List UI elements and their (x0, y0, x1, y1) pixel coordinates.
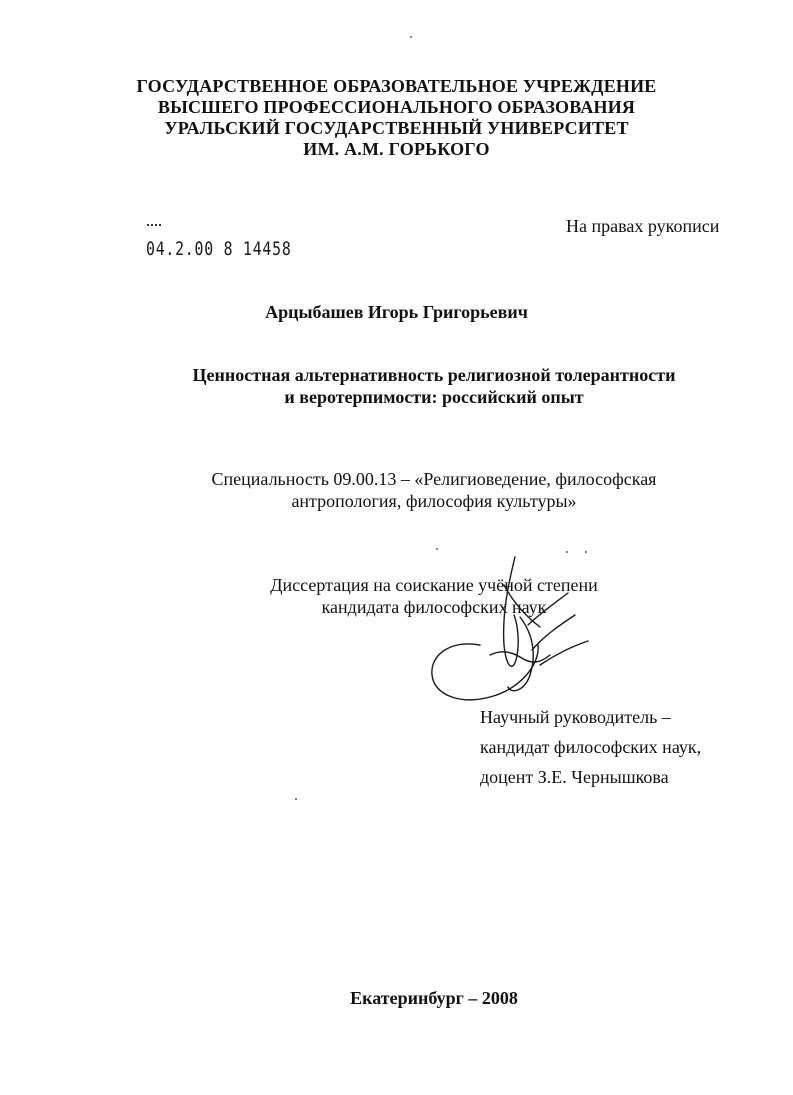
supervisor-line: доцент З.Е. Чернышкова (480, 767, 669, 787)
paper-speck (295, 798, 297, 800)
institution-line: ГОСУДАРСТВЕННОЕ ОБРАЗОВАТЕЛЬНОЕ УЧРЕЖДЕНИЕ (136, 76, 657, 96)
city-year: Екатеринбург – 2008 (350, 988, 518, 1008)
handwritten-signature (420, 555, 620, 720)
stamp-mark (147, 224, 161, 228)
degree-statement (0, 574, 793, 618)
paper-speck (585, 551, 587, 553)
dissertation-title (0, 364, 793, 408)
institution-line: ИМ. А.М. ГОРЬКОГО (303, 139, 490, 159)
paper-speck (436, 548, 438, 550)
rights-note: На правах рукописи (566, 216, 720, 236)
institution-line: УРАЛЬСКИЙ ГОСУДАРСТВЕННЫЙ УНИВЕРСИТЕТ (164, 118, 629, 138)
author-name: Арцыбашев Игорь Григорьевич (265, 302, 528, 322)
stamp-code: 04.2.00 8 14458 (146, 238, 292, 260)
specialty-line: Специальность 09.00.13 – «Религиоведение, философская (211, 469, 657, 489)
degree-line: кандидата философских наук (321, 597, 547, 617)
degree-line: Диссертация на соискание учёной степени (270, 575, 598, 595)
specialty (0, 468, 793, 512)
supervisor-line: кандидат философских наук, (480, 737, 702, 757)
title-line: и веротерпимости: российский опыт (284, 387, 584, 407)
supervisor-block (480, 702, 701, 792)
institution-header (0, 76, 793, 160)
specialty-line: антропология, философия культуры» (291, 491, 577, 511)
supervisor-line: Научный руководитель – (480, 707, 671, 727)
title-line: Ценностная альтернативность религиозной толерантности (192, 365, 676, 385)
paper-speck (566, 551, 568, 553)
institution-line: ВЫСШЕГО ПРОФЕССИОНАЛЬНОГО ОБРАЗОВАНИЯ (157, 97, 636, 117)
paper-speck (410, 36, 412, 38)
